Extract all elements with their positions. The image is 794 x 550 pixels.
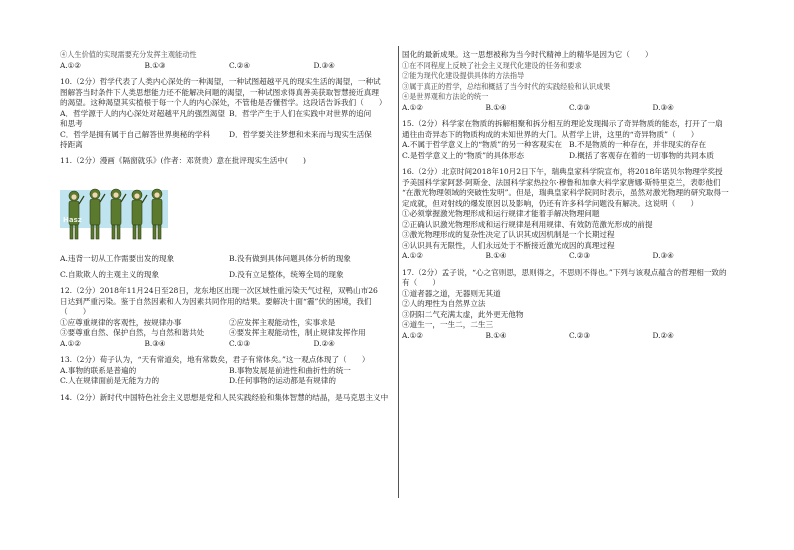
q12-stem-line: 12.（2分）2018年11月24日至28日，龙东地区出现一次区域性重污染天气过程，双鸭山市26 (60, 286, 378, 295)
q11-options-row (60, 254, 398, 265)
q16-stem-line: 予美国科学家阿瑟·阿斯金、法国科学家热拉尔·穆鲁和加拿大科学家唐娜·斯特里克兰，表彰他们 (402, 177, 721, 187)
choice-d: D.③④ (652, 251, 674, 260)
q15-option-b: B.不是物质的一种存在，并非现实的存在 (569, 140, 707, 149)
q12-statement-4: ④要发挥主观能动性，制止规律发挥作用 (229, 328, 366, 337)
q11-option-c: C.自欺欺人的主观主义的现象 (60, 269, 160, 279)
choice-a: A.①② (60, 60, 81, 70)
choice-b: B.①④ (485, 251, 507, 260)
q9-choices (60, 61, 398, 72)
q15-stem-line: 通往由奇异态下的物质构成的未知世界的大门。从哲学上讲，这里的“奇异物质”（ ） (402, 129, 699, 139)
choice-a: A.①② (402, 330, 423, 340)
q13-option-a: A.事物的联系是普遍的 (60, 365, 137, 375)
q15-option-a: A.不属于哲学意义上的“物质”的另一种客观实在 (402, 140, 562, 149)
q13-option-c: C.人在规律面前是无能为力的 (60, 376, 160, 385)
q10-stem-line: 的渴望。这种渴望其实植根于每一个人的内心深处，不管他是否懂哲学。这段话告诉我们（ ） (60, 98, 387, 107)
q11-stem: 11.（2分）漫画《隔窗就乐》(作者：邓贤贵）意在批评现实生活中( ) (60, 155, 307, 165)
question-17 (402, 268, 736, 342)
choice-d: D.②④ (652, 330, 674, 340)
choice-d: D.③④ (652, 102, 674, 112)
q10-options-row (60, 109, 398, 120)
q10-option-b-cont: 和思考 (60, 119, 83, 128)
q12-statement-3: ③要尊重自然、保护自然，与自然和谐共处 (60, 328, 205, 337)
q15-stem-line: 15.（2分）科学家在物质的拆解相聚和拆分相互的理论发现揭示了奇异物质的能态，打开了一扇 (402, 119, 723, 128)
q17-statement-2: ②人的理性为自然界立法 (402, 299, 486, 308)
column-divider (398, 46, 399, 498)
choice-b: B.①③ (144, 60, 166, 70)
right-column (402, 50, 736, 341)
q17-stem-line: 17.（2分）孟子说，“心之官则思，思则得之，不思则不得也。”下列与该观点蕴含的哲理相一致的 (402, 267, 727, 277)
question-11 (60, 156, 398, 281)
q16-stem-line: 16.（2分）北京时间2018年10月2日下午，瑞典皇家科学院宣布，将2018年诺贝尔物理学奖授 (402, 167, 723, 176)
choice-a: A.①② (60, 338, 81, 348)
q10-option-d: D．哲学要关注梦想和未来而与现实生活保 (229, 129, 372, 139)
q17-statement-3: ③阴阳二气充满太虚，此外更无他物 (402, 309, 524, 319)
q12-stem-line: 日达到严重污染。鉴于自然因素和人为因素共同作用的结果。要解决十面“霾”伏的困境，我们 (60, 296, 372, 306)
q12-options-row (60, 318, 398, 329)
choice-c: C.②③ (569, 102, 590, 112)
q9-option-4: ④人生价值的实现需要充分发挥主观能动性 (60, 50, 197, 59)
question-13 (60, 355, 398, 387)
q16-statement-2: ②正确认识激光物理形成和运行规律是利用规律、有效防范激光形成的前提 (402, 219, 653, 229)
choice-b: B.③④ (144, 338, 166, 348)
q10-options-row (60, 130, 398, 141)
q16-stem-line: “在激光物理领域的突破性发明”。但是，瑞典皇家科学院同时表示，虽然对激光物理的研究取得一 (402, 188, 729, 197)
question-14-continued (402, 50, 736, 113)
q13-option-d: D.任何事物的运动都是有规律的 (229, 376, 336, 385)
q14-stem: 14.（2分）新时代中国特色社会主义思想是党和人民实践经验和集体智慧的结晶，是马克思主义中 (60, 392, 389, 402)
q12-choices (60, 339, 398, 350)
q11-option-d: D.没有立足整体，统筹全局的现象 (229, 269, 344, 279)
q15-option-c: C.是哲学意义上的“物质”的具体形态 (402, 150, 525, 160)
choice-a: A.①② (402, 102, 423, 112)
q16-statement-4: ④认识具有无限性，人们永远处于不断接近激光成因的真理过程 (402, 240, 615, 250)
q10-option-b: B．哲学产生于人们在实践中对世界的追问 (229, 108, 372, 118)
q10-stem-line: 图解答当时条件下人类思想能力还不能解决问题的渴望，一种试图求得真善美获取智慧接近真理 (60, 87, 379, 97)
q10-option-d-cont: 持距离 (60, 140, 83, 149)
choice-b: B.①④ (485, 102, 507, 112)
question-14 (60, 393, 398, 404)
choice-c: C.②③ (569, 251, 590, 260)
q13-options-row (60, 366, 398, 377)
q17-stem-line: 有（ ） (402, 278, 440, 287)
choice-b: B.①④ (485, 330, 507, 340)
choice-d: D.②④ (313, 338, 335, 348)
q14-statement-2: ②能为现代化建设提供具体的方法指导 (402, 71, 525, 80)
q17-choices (402, 331, 736, 342)
choice-c: C.②④ (229, 60, 250, 70)
q12-options-row (60, 328, 398, 339)
q14-statement-3: ③属于真正的哲学，总结和概括了当今时代的实践经验和认识成果 (402, 81, 611, 91)
q13-options-row (60, 376, 398, 387)
q15-options-row (402, 151, 736, 162)
svg-text:Hasz: Hasz (63, 216, 82, 224)
choice-c: C.②③ (569, 330, 590, 340)
q11-option-a: A.违背一切从工作需要出发的现象 (60, 254, 175, 263)
q14-statement-4: ④是世界观和方法论的统一 (402, 92, 489, 101)
q13-stem: 13.（2分）荀子认为，“天有常道矣，地有常数矣，君子有常体矣。”这一观点体现了（ ） (60, 355, 370, 364)
q11-options-row (60, 270, 398, 281)
question-16 (402, 167, 736, 262)
q14-stem-cont: 国化的最新成果。这一思想被称为当今时代精神上的精华是因为它（ ） (402, 50, 653, 59)
q17-statement-1: ①道者器之道，无器则无其道 (402, 288, 501, 298)
left-column (60, 50, 398, 403)
question-12 (60, 286, 398, 349)
q15-options-row (402, 140, 736, 151)
q14-statement-1: ①在不同程度上反映了社会主义现代化建设的任务和要求 (402, 60, 582, 70)
question-15 (402, 119, 736, 161)
q13-option-b: B.事物发展是前进性和曲折性的统一 (229, 365, 351, 375)
choice-d: D.③④ (313, 60, 335, 70)
choice-c: C.①③ (229, 338, 250, 348)
choice-a: A.①② (402, 251, 423, 260)
q11-option-b: B.没有做到具体问题具体分析的现象 (229, 254, 351, 263)
q15-option-d: D.概括了客观存在着的一切事物的共同本质 (569, 150, 714, 160)
q14-choices (402, 103, 736, 114)
q12-statement-1: ①应尊重规律的客观性，按规律办事 (60, 317, 182, 327)
question-10 (60, 77, 398, 151)
q16-statement-1: ①必须掌握激光物理形成和运行规律才能着手解决物理问题 (402, 209, 600, 218)
q16-statement-3: ③激光物理形成的复杂性决定了认识其成因机制是一个长期过程 (402, 230, 615, 239)
q10-option-a: A．哲学源于人的内心深处对超越平凡的强烈渴望 (60, 108, 225, 118)
q12-stem-line: （ ） (60, 307, 91, 316)
q17-statement-4: ④道生一，一生二，二生三 (402, 320, 494, 329)
q10-option-c: C．哲学是拥有属于自己解答世界奥秘的学科 (60, 129, 211, 139)
q16-choices (402, 251, 736, 262)
cartoon-image (60, 170, 168, 250)
q16-stem-line: 定成就，但对射线的爆发原因以及影响，仍还有许多科学问题没有解决。这说明（ ） (402, 198, 699, 208)
q10-stem-line: 10.（2分）哲学代表了人类内心深处的一种渴望，一种试图超越平凡的现实生活的渴望，一种试 (60, 77, 381, 86)
cartoon-figures-icon (60, 170, 168, 250)
q12-statement-2: ②应发挥主观能动性，实事求是 (229, 317, 336, 327)
